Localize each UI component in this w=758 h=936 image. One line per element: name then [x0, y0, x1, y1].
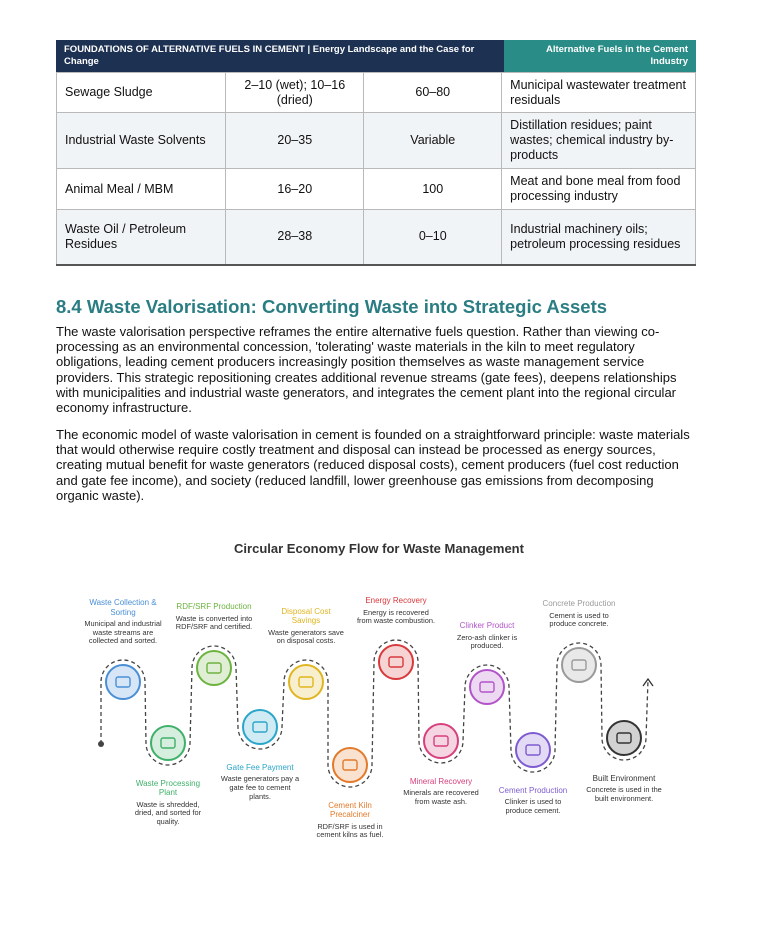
flow-step-title: RDF/SRF Production [176, 602, 252, 612]
flow-step-desc: Municipal and industrial waste streams are collected and sorted. [84, 619, 162, 646]
table-cell: Industrial Waste Solvents [57, 113, 226, 169]
page-header [56, 40, 696, 72]
table-cell: Municipal wastewater treatment residuals [502, 73, 696, 113]
flow-step-title: Cement Kiln Precalciner [328, 801, 372, 820]
arrow-head-icon [643, 679, 653, 686]
flow-node-circle [516, 733, 550, 767]
flow-step-desc: Zero-ash clinker is produced. [456, 632, 518, 651]
flow-step-title: Clinker Product [459, 621, 515, 631]
flow-node-circle [197, 651, 231, 685]
flow-node [516, 733, 550, 767]
table-cell: 0–10 [364, 210, 502, 265]
fuels-table [56, 72, 696, 266]
flow-node-circle [289, 665, 323, 699]
flow-node [289, 665, 323, 699]
table-row [57, 169, 696, 210]
table-cell: 100 [364, 169, 502, 210]
table-cell: Industrial machinery oils; petroleum processing residues [502, 210, 696, 265]
flow-step-title: Disposal Cost Savings [281, 607, 331, 626]
table-cell: 60–80 [364, 73, 502, 113]
flow-node-circle [106, 665, 140, 699]
flow-node-circle [151, 726, 185, 760]
flow-step-label [584, 774, 664, 804]
flow-step-label [401, 777, 481, 807]
flow-node [424, 724, 458, 758]
table-row [57, 210, 696, 265]
flow-node [197, 651, 231, 685]
flow-step-label [266, 607, 346, 646]
flow-step-label [539, 599, 619, 629]
flow-step-label [310, 801, 390, 840]
table-cell: 28–38 [226, 210, 364, 265]
flow-node-circle [562, 648, 596, 682]
flow-node [151, 726, 185, 760]
table-row [57, 73, 696, 113]
table-cell: Animal Meal / MBM [57, 169, 226, 210]
flow-step-desc: Energy is recovered from waste combustion. [356, 607, 436, 626]
flow-title: Circular Economy Flow for Waste Management [234, 541, 524, 556]
start-dot [98, 741, 104, 747]
flow-step-label [128, 779, 208, 827]
table-cell: Sewage Sludge [57, 73, 226, 113]
flow-step-title: Built Environment [592, 774, 656, 783]
flow-node-circle [243, 710, 277, 744]
flow-step-label [174, 602, 254, 632]
flow-step-label [220, 763, 300, 801]
flow-step-label [83, 598, 163, 646]
flow-step-desc: Minerals are recovered from waste ash. [403, 788, 479, 806]
table-cell: Waste Oil / Petroleum Residues [57, 210, 226, 265]
flow-node-circle [424, 724, 458, 758]
flow-node [106, 665, 140, 699]
flow-step-desc: Clinker is used to produce cement. [504, 797, 562, 815]
flow-node-circle [470, 670, 504, 704]
flow-node-circle [607, 721, 641, 755]
flow-node [607, 721, 641, 755]
flow-step-desc: RDF/SRF is used in cement kilns as fuel. [316, 821, 384, 840]
flow-step-title: Energy Recovery [365, 596, 427, 606]
table-cell: 16–20 [226, 169, 364, 210]
paragraph-1: The waste valorisation perspective reframes the entire alternative fuels question. Rather than viewing co-processing as an environmental concession, 'tolerating' waste materials in the kiln to meet regulatory obligations, leading cement producers increasingly position themselves as waste management service providers. This strategic repositioning creates additional revenue streams (gate fees), deepens relationships with municipalities and industrial waste generators, and integrates the cement plant into the regional circular economy infrastructure. [56, 324, 677, 416]
flow-node [333, 748, 367, 782]
paragraph-2: The economic model of waste valorisation in cement is founded on a straightforward principle: waste materials that would otherwise require costly treatment and disposal can instead be processed as energy sources, creating mutual benefit for waste generators (reduced disposal costs), cement producers (fuel cost reduction and gate fee income), and society (reduced landfill, lower greenhouse gas emissions from decomposing organic waste). [56, 427, 690, 503]
flow-step-title: Waste Collection & Sorting [89, 598, 157, 617]
flow-step-desc: Waste is shredded, dried, and sorted for quality. [134, 799, 202, 826]
table-cell: 20–35 [226, 113, 364, 169]
flow-node [562, 648, 596, 682]
flow-node [243, 710, 277, 744]
flow-step-title: Mineral Recovery [409, 777, 473, 786]
header-right-title: Alternative Fuels in the Cement Industry [504, 40, 696, 72]
table-cell: Meat and bone meal from food processing industry [502, 169, 696, 210]
flow-node [470, 670, 504, 704]
flow-node [379, 645, 413, 679]
table-cell: Variable [364, 113, 502, 169]
flow-step-title: Cement Production [498, 786, 568, 795]
flow-step-desc: Waste generators save on disposal costs. [268, 627, 344, 646]
flow-step-title: Waste Processing Plant [135, 779, 201, 798]
flow-node-circle [333, 748, 367, 782]
flow-step-desc: Waste is converted into RDF/SRF and certified. [175, 613, 253, 632]
flow-step-desc: Waste generators pay a gate fee to cement plants. [220, 774, 300, 801]
table-cell: 2–10 (wet); 10–16 (dried) [226, 73, 364, 113]
flow-step-title: Concrete Production [542, 599, 616, 609]
flow-step-label [493, 786, 573, 816]
flow-step-label [447, 621, 527, 651]
flow-step-label [356, 596, 436, 626]
table-row [57, 113, 696, 169]
flow-step-desc: Concrete is used in the built environment. [586, 785, 662, 803]
flow-step-title: Gate Fee Payment [226, 763, 294, 772]
section-heading: 8.4 Waste Valorisation: Converting Waste into Strategic Assets [56, 296, 608, 317]
header-left-title: FOUNDATIONS OF ALTERNATIVE FUELS IN CEMENT | Energy Landscape and the Case for Change [56, 40, 504, 72]
flow-step-desc: Cement is used to produce concrete. [549, 610, 609, 629]
flow-node-circle [379, 645, 413, 679]
table-cell: Distillation residues; paint wastes; chemical industry by-products [502, 113, 696, 169]
